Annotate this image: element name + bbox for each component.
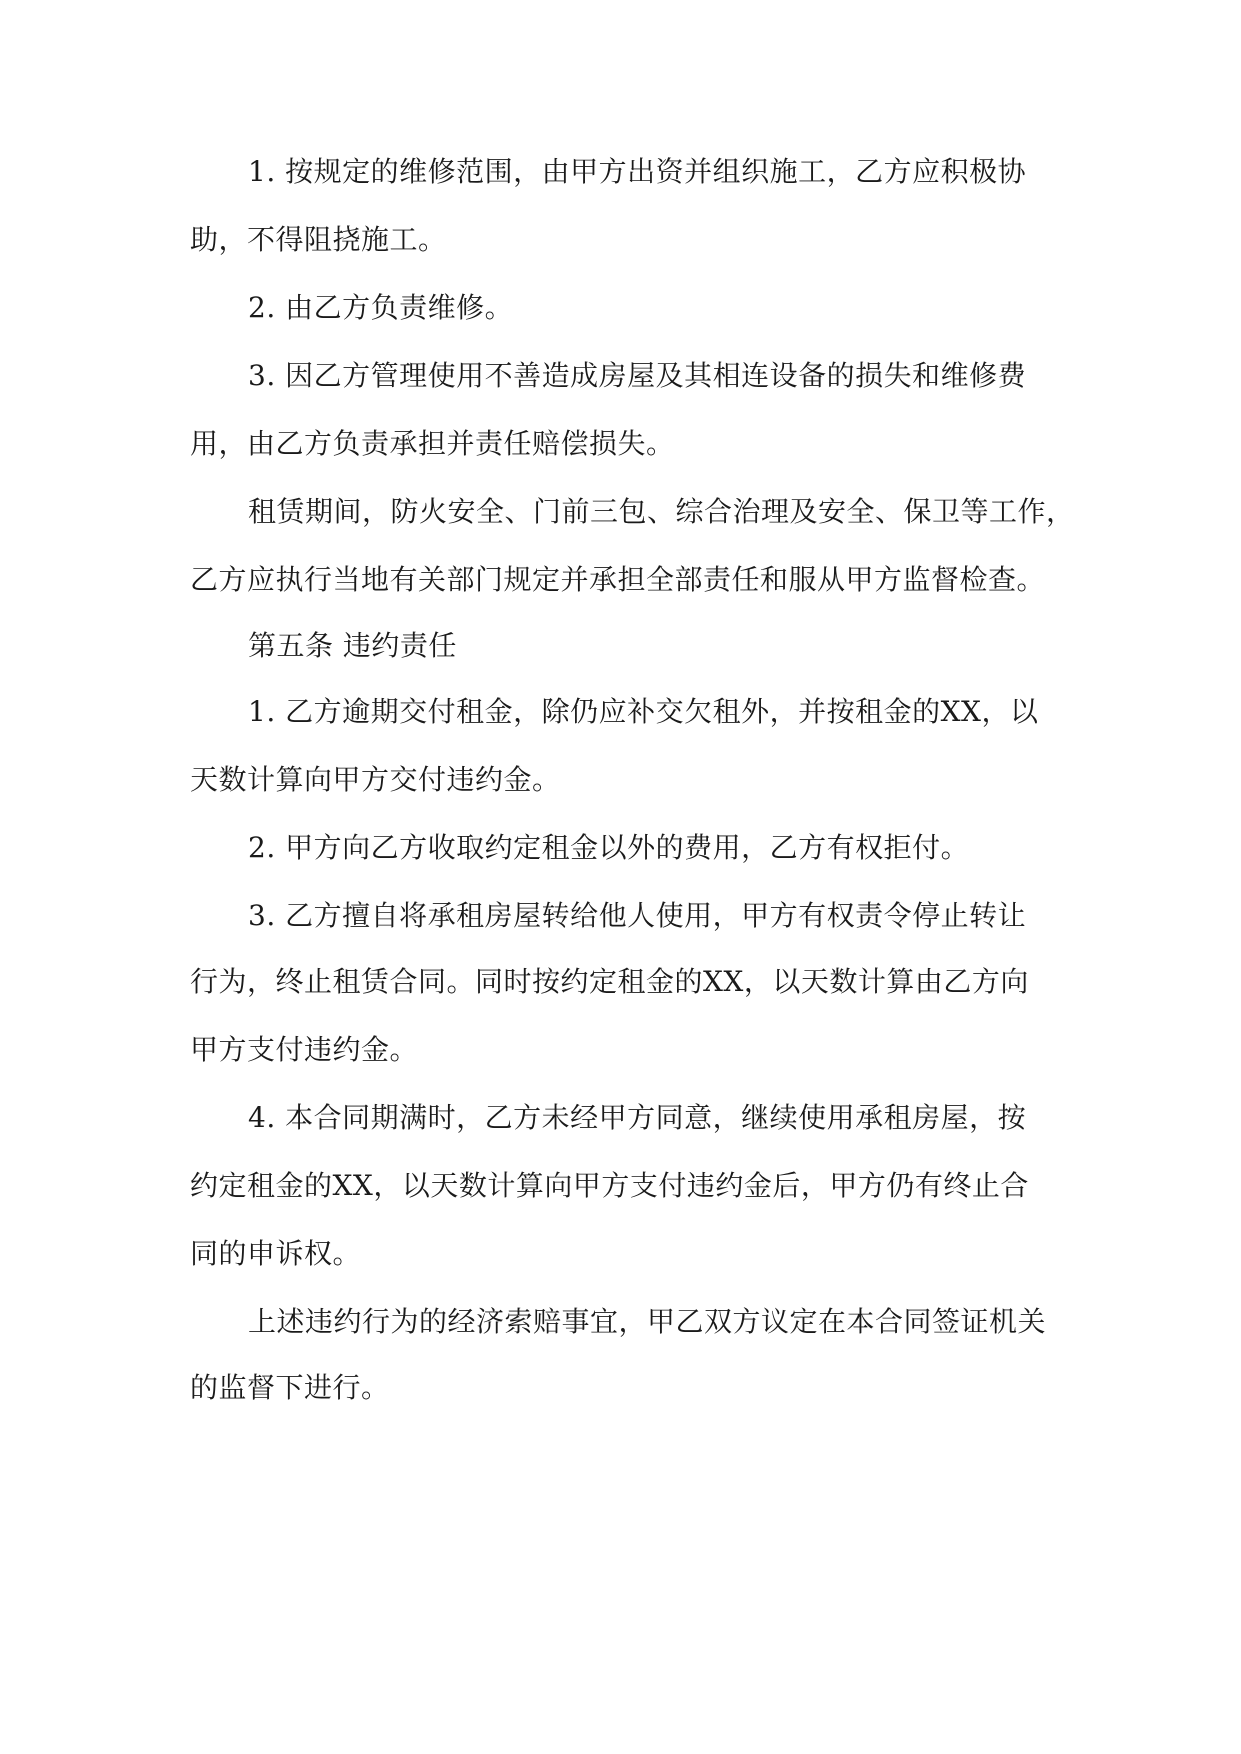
closing-paragraph-line-2: 的监督下进行。 <box>190 1371 390 1404</box>
breach-clause-3-line-1: 3. 乙方擅自将承租房屋转给他人使用，甲方有权责令停止转让 <box>248 899 1027 932</box>
maintenance-clause-3-line-1: 3. 因乙方管理使用不善造成房屋及其相连设备的损失和维修费 <box>248 359 1027 392</box>
breach-clause-4-line-2: 约定租金的XX，以天数计算向甲方支付违约金后，甲方仍有终止合 <box>190 1169 1029 1202</box>
breach-clause-1-line-1: 1. 乙方逾期交付租金，除仍应补交欠租外，并按租金的XX，以 <box>248 695 1039 728</box>
maintenance-clause-2: 2. 由乙方负责维修。 <box>248 291 514 324</box>
safety-paragraph-line-1: 租赁期间，防火安全、门前三包、综合治理及安全、保卫等工作， <box>248 495 1075 528</box>
breach-clause-4-line-3: 同的申诉权。 <box>190 1237 362 1270</box>
maintenance-clause-1-line-2: 助，不得阻挠施工。 <box>190 223 447 256</box>
breach-clause-3-line-2: 行为，终止租赁合同。同时按约定租金的XX，以天数计算由乙方向 <box>190 965 1029 998</box>
breach-clause-2: 2. 甲方向乙方收取约定租金以外的费用，乙方有权拒付。 <box>248 831 970 864</box>
closing-paragraph-line-1: 上述违约行为的经济索赔事宜，甲乙双方议定在本合同签证机关 <box>248 1305 1047 1338</box>
maintenance-clause-1-line-1: 1. 按规定的维修范围，由甲方出资并组织施工，乙方应积极协 <box>248 155 1027 188</box>
maintenance-clause-3-line-2: 用，由乙方负责承担并责任赔偿损失。 <box>190 427 675 460</box>
article-5-heading: 第五条 违约责任 <box>248 629 457 662</box>
safety-paragraph-line-2: 乙方应执行当地有关部门规定并承担全部责任和服从甲方监督检查。 <box>190 563 1046 596</box>
breach-clause-3-line-3: 甲方支付违约金。 <box>190 1033 419 1066</box>
breach-clause-4-line-1: 4. 本合同期满时，乙方未经甲方同意，继续使用承租房屋，按 <box>248 1101 1027 1134</box>
breach-clause-1-line-2: 天数计算向甲方交付违约金。 <box>190 763 561 796</box>
